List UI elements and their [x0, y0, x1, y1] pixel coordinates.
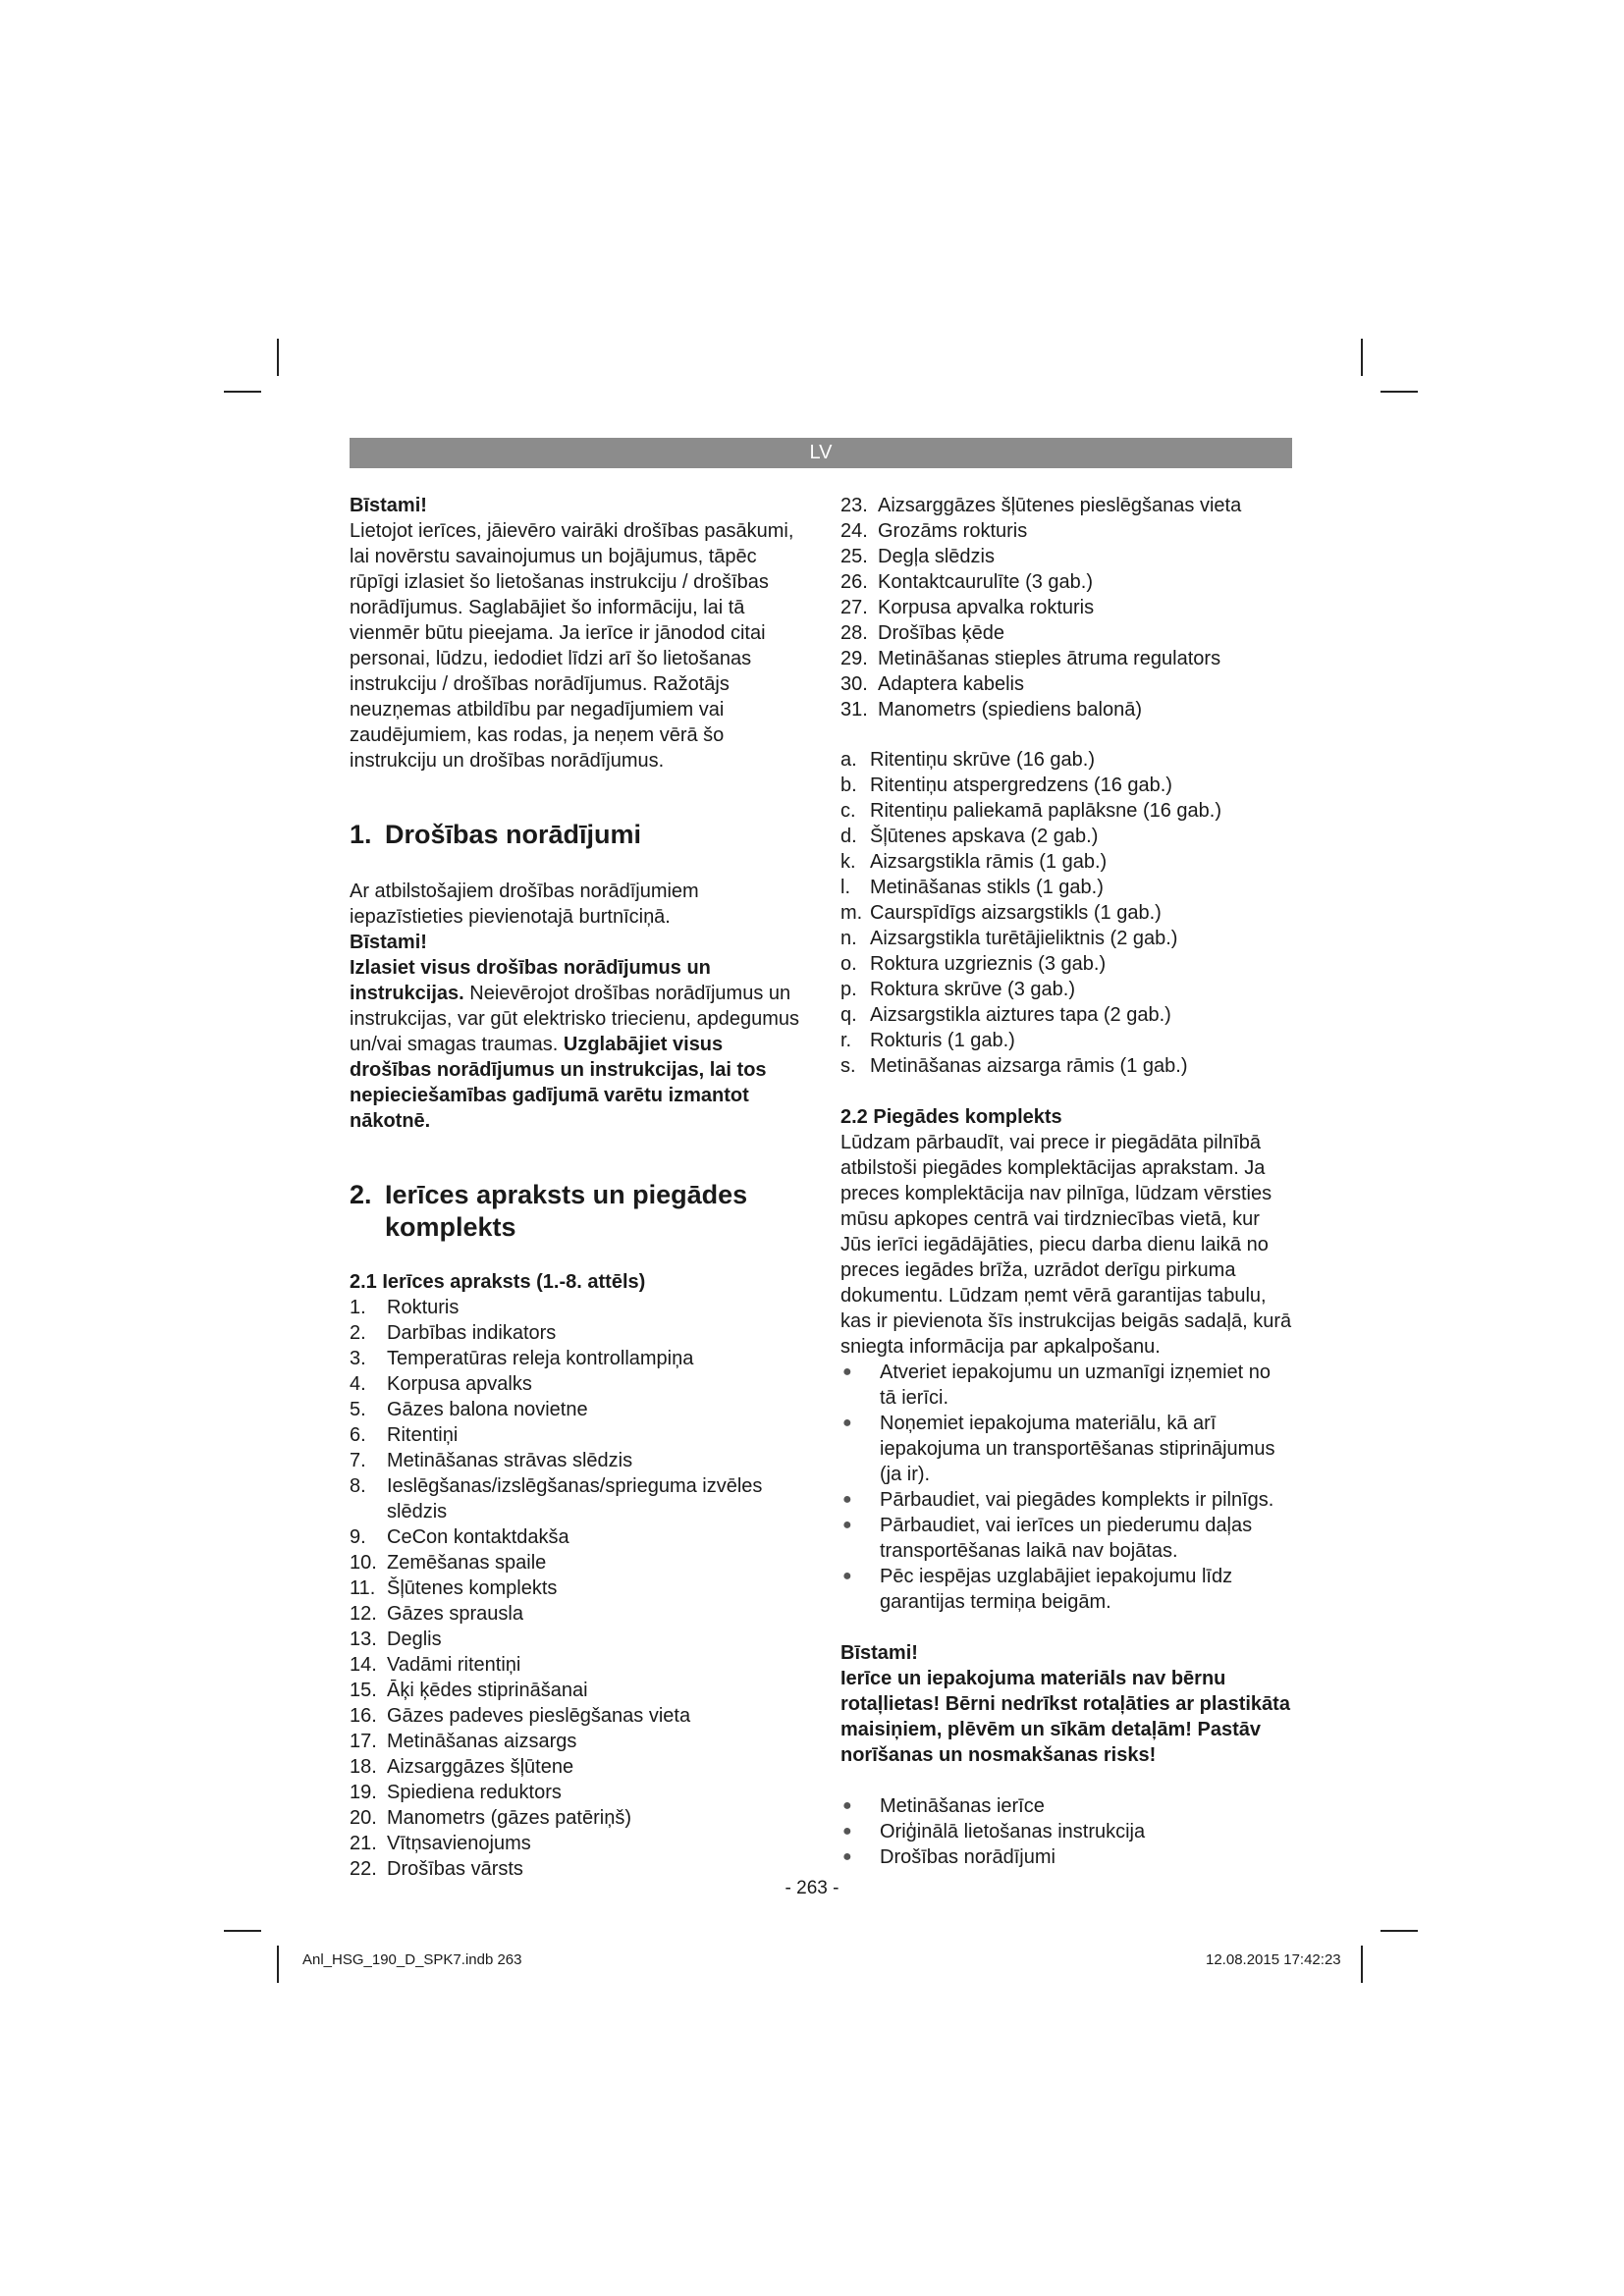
list-item	[840, 951, 1292, 977]
list-item	[840, 900, 1292, 926]
bullet-text: Pārbaudiet, vai piegādes komplekts ir pilnīgs.	[880, 1489, 1274, 1511]
item-number: 2.	[350, 1322, 366, 1344]
item-label: Aizsargstikla aiztures tapa (2 gab.)	[870, 1004, 1171, 1026]
list-item	[350, 1550, 799, 1575]
list-item	[350, 1524, 799, 1550]
list-item	[350, 1729, 799, 1754]
bullet-item	[840, 1513, 1292, 1564]
item-label: Drošības ķēde	[878, 622, 1004, 644]
list-item	[350, 1652, 799, 1678]
list-item	[840, 977, 1292, 1002]
list-item	[840, 849, 1292, 875]
list-item	[840, 620, 1292, 646]
list-item	[840, 926, 1292, 951]
item-number: 7.	[350, 1450, 366, 1471]
bullet-item	[840, 1487, 1292, 1513]
item-number: 31.	[840, 699, 868, 721]
crop-mark	[224, 391, 261, 393]
item-number: 13.	[350, 1629, 377, 1650]
item-number: a.	[840, 749, 857, 771]
item-label: Adaptera kabelis	[878, 673, 1024, 695]
bullet-icon: ●	[842, 1848, 852, 1865]
bullet-icon: ●	[842, 1363, 852, 1380]
item-number: 8.	[350, 1475, 366, 1497]
bullet-text: Metināšanas ierīce	[880, 1795, 1045, 1817]
section-number: 1.	[350, 820, 372, 849]
crop-mark	[1361, 339, 1363, 376]
item-number: s.	[840, 1055, 856, 1077]
item-number: 20.	[350, 1807, 377, 1829]
list-item	[350, 1295, 799, 1320]
item-label: Rokturis (1 gab.)	[870, 1030, 1015, 1051]
item-label: Metināšanas strāvas slēdzis	[387, 1450, 633, 1471]
item-number: d.	[840, 826, 857, 847]
bullet-text: Atveriet iepakojumu un uzmanīgi izņemiet no tā ierīci.	[880, 1362, 1271, 1409]
bullet-item	[840, 1411, 1292, 1487]
item-number: r.	[840, 1030, 852, 1051]
item-number: 10.	[350, 1552, 377, 1574]
item-number: 11.	[350, 1577, 376, 1599]
warning-title: Bīstami!	[840, 1642, 918, 1664]
list-item	[840, 1053, 1292, 1079]
item-label: Degļa slēdzis	[878, 546, 995, 567]
crop-mark	[277, 339, 279, 376]
accessories-list	[840, 747, 1292, 1079]
item-label: Metināšanas aizsarga rāmis (1 gab.)	[870, 1055, 1188, 1077]
item-label: Ritentiņu paliekamā paplāksne (16 gab.)	[870, 800, 1221, 822]
list-item	[840, 569, 1292, 595]
section-title-line: komplekts	[385, 1212, 516, 1242]
item-label: Gāzes sprausla	[387, 1603, 523, 1625]
item-label: Darbības indikators	[387, 1322, 557, 1344]
list-item	[350, 1473, 799, 1524]
section-title-line: Ierīces apraksts un piegādes	[385, 1180, 748, 1209]
list-item	[350, 1397, 799, 1422]
bullet-text: Oriģinālā lietošanas instrukcija	[880, 1821, 1146, 1842]
item-number: 15.	[350, 1680, 377, 1701]
list-item	[350, 1678, 799, 1703]
list-item	[840, 544, 1292, 569]
bullet-item	[840, 1819, 1292, 1844]
crop-mark	[277, 1946, 279, 1983]
child-warning-text: Ierīce un iepakojuma materiāls nav bērnu rotaļlietas! Bērni nedrīkst rotaļāties ar plastikāta maisiņiem, plēvēm un sīkām detaļām! Pastāv norīšanas un nosmakšanas risks!	[840, 1668, 1290, 1766]
bullet-item	[840, 1564, 1292, 1615]
item-label: Temperatūras releja kontrollampiņa	[387, 1348, 694, 1369]
item-label: Zemēšanas spaile	[387, 1552, 547, 1574]
section-title: Drošības norādījumi	[385, 820, 642, 849]
bullet-icon: ●	[842, 1517, 852, 1533]
item-number: o.	[840, 953, 857, 975]
list-item	[840, 1028, 1292, 1053]
list-item	[350, 1780, 799, 1805]
delivery-steps-list	[840, 1360, 1292, 1615]
item-label: Aizsargstikla rāmis (1 gab.)	[870, 851, 1108, 873]
list-item	[840, 1002, 1292, 1028]
item-label: Caurspīdīgs aizsargstikls (1 gab.)	[870, 902, 1162, 924]
list-item	[350, 1422, 799, 1448]
item-number: 26.	[840, 571, 868, 593]
list-item	[350, 1346, 799, 1371]
list-item	[350, 1371, 799, 1397]
section-number: 2.	[350, 1180, 372, 1209]
list-item	[840, 595, 1292, 620]
list-item	[350, 1831, 799, 1856]
right-column	[840, 493, 1292, 1870]
parts-list	[350, 1295, 799, 1882]
bullet-item	[840, 1360, 1292, 1411]
language-header-bar: LV	[350, 438, 1292, 468]
item-label: Ieslēgšanas/izslēgšanas/sprieguma izvēles slēdzis	[387, 1475, 763, 1522]
item-number: 12.	[350, 1603, 377, 1625]
parts-list-continued	[840, 493, 1292, 722]
list-item	[840, 493, 1292, 518]
item-number: 19.	[350, 1782, 377, 1803]
item-number: p.	[840, 979, 857, 1000]
list-item	[840, 518, 1292, 544]
section-heading-safety	[350, 819, 799, 851]
item-label: Manometrs (spiediens balonā)	[878, 699, 1143, 721]
item-number: 27.	[840, 597, 868, 618]
item-number: 17.	[350, 1731, 377, 1752]
item-number: 24.	[840, 520, 868, 542]
item-number: 21.	[350, 1833, 377, 1854]
item-label: Aizsargstikla turētājieliktnis (2 gab.)	[870, 928, 1178, 949]
warning-title: Bīstami!	[350, 495, 427, 516]
page-number: - 263 -	[785, 1878, 839, 1898]
item-label: Drošības vārsts	[387, 1858, 523, 1880]
item-number: l.	[840, 877, 850, 898]
item-label: Metināšanas stikls (1 gab.)	[870, 877, 1104, 898]
safety-warning-text	[350, 955, 799, 1134]
package-contents-list	[840, 1793, 1292, 1870]
item-number: 23.	[840, 495, 868, 516]
item-label: Metināšanas stieples ātruma regulators	[878, 648, 1221, 669]
item-label: Āķi ķēdes stiprināšanai	[387, 1680, 588, 1701]
item-number: b.	[840, 774, 857, 796]
warning-title: Bīstami!	[350, 932, 427, 953]
item-label: Gāzes padeves pieslēgšanas vieta	[387, 1705, 691, 1727]
crop-mark	[224, 1930, 261, 1932]
subsection-title: 2.2 Piegādes komplekts	[840, 1106, 1062, 1128]
footer-timestamp: 12.08.2015 17:42:23	[1206, 1951, 1341, 1968]
item-label: Šļūtenes komplekts	[387, 1577, 558, 1599]
item-number: n.	[840, 928, 857, 949]
list-item	[350, 1448, 799, 1473]
bullet-text: Noņemiet iepakojuma materiālu, kā arī iepakojuma un transportēšanas stiprinājumus (ja ir).	[880, 1413, 1275, 1485]
item-number: 16.	[350, 1705, 377, 1727]
item-number: c.	[840, 800, 856, 822]
item-number: 6.	[350, 1424, 366, 1446]
item-number: 9.	[350, 1526, 366, 1548]
list-item	[350, 1754, 799, 1780]
item-label: Ritentiņu atspergredzens (16 gab.)	[870, 774, 1172, 796]
list-item	[840, 671, 1292, 697]
item-label: Spiediena reduktors	[387, 1782, 562, 1803]
item-label: Kontaktcaurulīte (3 gab.)	[878, 571, 1094, 593]
item-label: CeCon kontaktdakša	[387, 1526, 569, 1548]
item-number: 3.	[350, 1348, 366, 1369]
item-number: m.	[840, 902, 863, 924]
item-number: k.	[840, 851, 856, 873]
item-number: 29.	[840, 648, 868, 669]
item-label: Vadāmi ritentiņi	[387, 1654, 521, 1676]
item-label: Manometrs (gāzes patēriņš)	[387, 1807, 631, 1829]
bullet-text: Drošības norādījumi	[880, 1846, 1056, 1868]
item-label: Aizsarggāzes šļūtenes pieslēgšanas vieta	[878, 495, 1242, 516]
crop-mark	[1361, 1946, 1363, 1983]
crop-mark	[1380, 1930, 1418, 1932]
list-item	[350, 1320, 799, 1346]
item-label: Grozāms rokturis	[878, 520, 1028, 542]
bullet-icon: ●	[842, 1491, 852, 1508]
section-heading-description	[350, 1179, 799, 1244]
item-label: Gāzes balona novietne	[387, 1399, 588, 1420]
item-label: Deglis	[387, 1629, 442, 1650]
plain-instruction: Neievērojot drošības norādījumus un instrukcijas, var gūt elektrisko triecienu, apdegumus un/vai smagas traumas.	[350, 983, 799, 1055]
item-label: Vītņsavienojums	[387, 1833, 531, 1854]
list-item	[840, 646, 1292, 671]
item-number: 14.	[350, 1654, 377, 1676]
bullet-icon: ●	[842, 1568, 852, 1584]
bold-instruction: Izlasiet visus drošības norādījumus un instrukcijas.	[350, 957, 711, 1004]
list-item	[840, 747, 1292, 773]
bullet-icon: ●	[842, 1823, 852, 1840]
footer-file-info: Anl_HSG_190_D_SPK7.indb 263	[302, 1951, 522, 1968]
item-number: q.	[840, 1004, 857, 1026]
bullet-text: Pēc iespējas uzglabājiet iepakojumu līdz garantijas termiņa beigām.	[880, 1566, 1233, 1613]
bullet-icon: ●	[842, 1797, 852, 1814]
item-label: Roktura uzgrieznis (3 gab.)	[870, 953, 1107, 975]
item-number: 5.	[350, 1399, 366, 1420]
list-item	[350, 1703, 799, 1729]
item-label: Ritentiņu skrūve (16 gab.)	[870, 749, 1096, 771]
item-number: 30.	[840, 673, 868, 695]
bullet-text: Pārbaudiet, vai ierīces un piederumu daļas transportēšanas laikā nav bojātas.	[880, 1515, 1253, 1562]
item-label: Ritentiņi	[387, 1424, 459, 1446]
list-item	[840, 697, 1292, 722]
list-item	[840, 773, 1292, 798]
item-number: 22.	[350, 1858, 377, 1880]
crop-mark	[1380, 391, 1418, 393]
delivery-text: Lūdzam pārbaudīt, vai prece ir piegādāta pilnībā atbilstoši piegādes komplektācijas aprakstam. Ja preces komplektācija nav pilnīga, lūdzam vērsties mūsu apkopes centrā vai tirdzniecības vietā, kur Jūs ierīci iegādājāties, piecu darba dienu laikā no preces iegādes brīža, uzrādot derīgu pirkuma dokumentu. Lūdzam ņemt vērā garantijas tabulu, kas ir pievienota šīs instrukcijas beigās sadaļā, kurā sniegta informācija par apkalpošanu.	[840, 1132, 1292, 1358]
list-item	[350, 1601, 799, 1627]
warning-text: Lietojot ierīces, jāievēro vairāki drošības pasākumi, lai novērstu savainojumus un bojājumus, tāpēc rūpīgi izlasiet šo lietošanas instrukciju / drošības norādījumus. Saglabājiet šo informāciju, lai tā vienmēr būtu pieejama. Ja ierīce ir jānodod citai personai, lūdzu, iedodiet līdzi arī šo lietošanas instrukciju / drošības norādījumus. Ražotājs neuzņemas atbildību par negadījumiem vai zaudējumiem, kas rodas, ja neņem vērā šo instrukciju un drošības norādījumus.	[350, 520, 794, 772]
item-label: Roktura skrūve (3 gab.)	[870, 979, 1075, 1000]
item-label: Aizsarggāzes šļūtene	[387, 1756, 574, 1778]
bold-instruction: Uzglabājiet visus drošības norādījumus un instrukcijas, lai tos nepieciešamības gadījumā varētu izmantot nākotnē.	[350, 1034, 767, 1132]
safety-intro: Ar atbilstošajiem drošības norādījumiem iepazīstieties pievienotajā burtnīciņā.	[350, 881, 699, 928]
item-label: Rokturis	[387, 1297, 460, 1318]
bullet-item	[840, 1844, 1292, 1870]
item-label: Korpusa apvalka rokturis	[878, 597, 1095, 618]
list-item	[350, 1575, 799, 1601]
subsection-title: 2.1 Ierīces apraksts (1.-8. attēls)	[350, 1271, 646, 1293]
bullet-icon: ●	[842, 1415, 852, 1431]
left-column	[350, 493, 799, 1882]
item-label: Metināšanas aizsargs	[387, 1731, 577, 1752]
list-item	[350, 1805, 799, 1831]
list-item	[840, 875, 1292, 900]
item-label: Korpusa apvalks	[387, 1373, 532, 1395]
bullet-item	[840, 1793, 1292, 1819]
list-item	[840, 798, 1292, 824]
item-number: 28.	[840, 622, 868, 644]
list-item	[840, 824, 1292, 849]
item-label: Šļūtenes apskava (2 gab.)	[870, 826, 1099, 847]
list-item	[350, 1627, 799, 1652]
item-number: 1.	[350, 1297, 366, 1318]
item-number: 4.	[350, 1373, 366, 1395]
item-number: 18.	[350, 1756, 377, 1778]
item-number: 25.	[840, 546, 868, 567]
